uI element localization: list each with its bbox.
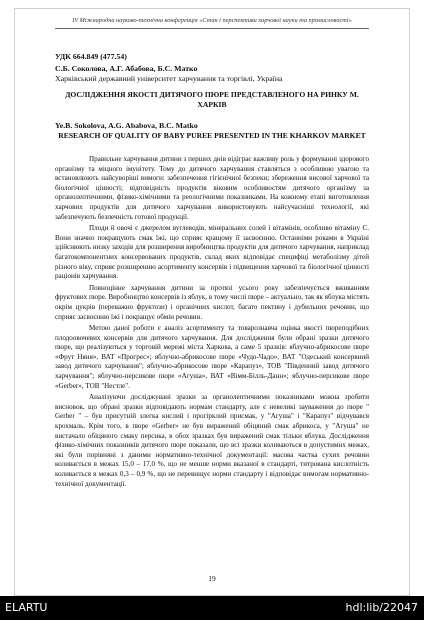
authors-ua: С.Б. Соколова, А.Г. Абабова, Б.С. Матко [55, 64, 198, 73]
paragraph: Метою даної роботи є аналіз асортименту та товарознавча оцінка якості пюреподібних плодоовочевих консервів для дитячого харчування. Для дослідження були обрані зразки дитячого пюре, що реалізуються у торговій мережі міста Харкова, а саме 5 зразків: яблучно-абрикосове пюре «Фрут Няня», ВАТ «Прогрес»; яблучно-абрикосове пюре «Чудо-Чадо», ВАТ "Одеський консервний завод дитячого харчування"; яблучно-абрикосове пюре «Карапуз», ТОВ "Південний завод дитячого харчування"; яблучно-персикове пюре «Агуша», ВАТ «Вімм-Білль-Данн»; яблучно-персикове пюре «Gerber», ТОВ "Нестле". [55, 324, 369, 390]
paragraph: Аналізуючи досліджувані зразки за органолептичними показниками можна зробити висновок, що обрані зразки відповідають нормам стандарту, але є невеликі зауваження до пюре " Gerber " – був присутній злегка кислий і прогірклий присмак, у "Агуша" і "Карапуз" відчувався крохмаль. Крім того, в пюре «Gerber» не був виражений обіцяний смак абрикоса, у "Агуша" не вистачало обіцяного смаку персика, в обох зразках був виражений смак тільки яблука. Дослідження фізико-хімічних показників дитячого пюре показали, що всі зразки коливаються в допустимих межах, які були порівняні з даними нормативно-технічної документації: масова частка сухих речовин коливається в межах 15,0 – 17,0 %, що не менше норми вказаної в стандарті, титрована кислотність коливається в межах 0,3 – 0,9 %, що не перевищує норми стандарту і відповідає вимогам нормативно-технічної документації. [55, 393, 369, 488]
paragraph: Повноцінне харчування дитини за протязі усього року забезпечується вживанням фруктових пюре. Виробництво консервів із яблук, в тому числі пюре – актуально, так як яблука містять окрім цукрів (переважно фруктози) і органічних кислот, багато пектину і дубильних речовин, що сприяє засвоєнню їжі і покращує обмін речовин. [55, 283, 369, 321]
paragraph: Правильне харчування дитини з перших днів відіграє важливу роль у формуванні здорового організму та міцного імунітету. Тому до дитячого харчування ставляться з особливою увагою та встановлюють найсуворіші вимоги: забезпечення гігієнічної безпеки; збереження висової харчової та біологічної цінності; відповідність продуктів віковим особливостям дитячого організму за органолептичними, фізико-хімічними та реологічними показниками. На кожному етапі виготовлення харчових продуктів для дитячого харчування використовують найсучасніші технології, які забезпечують безпечність готової продукції. [55, 155, 369, 221]
handle-id: hdl:lib/22047 [345, 601, 418, 614]
title-en: RESEARCH OF QUALITY OF BABY PUREE PRESENTED IN THE KHARKOV MARKET [58, 131, 366, 140]
affiliation: Харківський державний університет харчування та торгівлі, Україна [55, 74, 283, 83]
authors-en: Ye.B. Sokolova, A.G. Ababova, B.C. Matko [55, 121, 198, 130]
repository-name: ELARTU [5, 601, 48, 614]
paragraph: Плоди й овочі є джерелом вуглеводів, мінеральних солей і вітамінів, особливо вітаміну С. Вони значно покращують смак їжі, що сприяє кращому її засвоєнню. Останніми роками в Україні здійснюють низку заходів для розширення виробництва продуктів для дитячого харчування, наприклад багатокомпонентних консервованих продуктів, склад яких відповідає специфіці метаболізму дітей різного віку, сприяє розширенню асортименту консервів і підвищення харчової та біологічної цінності раціонів харчування. [55, 224, 369, 281]
udk-code: УДК 664.849 (477.54) [55, 52, 127, 61]
document-page [14, 8, 410, 596]
footer-bar [0, 596, 424, 620]
running-head: IV Міжнародна науково-технічна конференція «Стан і перспективи харчової науки та промисловості» [72, 17, 352, 24]
title-ua: ДОСЛІДЖЕННЯ ЯКОСТІ ДИТЯЧОГО ПЮРЕ ПРЕДСТАВЛЕНОГО НА РИНКУ М. ХАРКІВ [65, 90, 359, 109]
article-body [55, 155, 369, 491]
page-number: 19 [208, 574, 216, 583]
header-rule [55, 28, 369, 29]
